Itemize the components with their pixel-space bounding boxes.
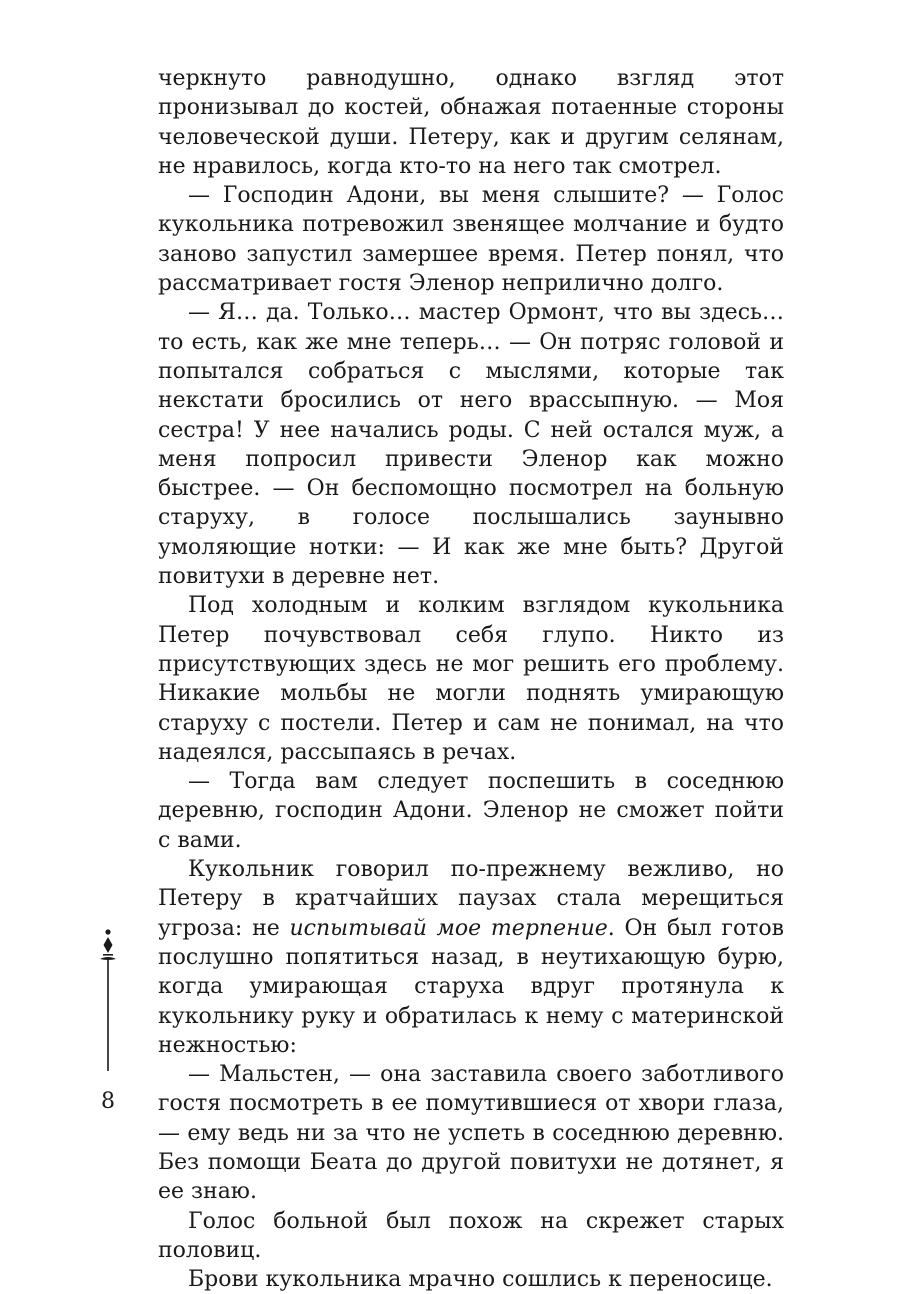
paragraph-5: — Тогда вам следует поспешить в соседнюю деревню, господин Адони. Эленор не сможет пойти с вами. bbox=[158, 769, 784, 853]
paragraph-6-end: . Он был готов послушно попятиться назад, в неутихающую бурю, когда умирающая старуха вдруг протянула к кукольнику руку и обратилась к нему с материнской нежностью: bbox=[158, 915, 784, 1058]
paragraph-4: Под холодным и колким взглядом кукольника Петер почувствовал себя глупо. Никто из присутствующих здесь не мог решить его проблему. Никакие мольбы не могли поднять умирающую старуху с постели. Петер и сам не понимал, на что надеялся, рассыпаясь в речах. bbox=[158, 593, 784, 765]
paragraph-2: — Господин Адони, вы меня слышите? — Голос кукольника потревожил звенящее молчание и будто заново запустил замершее время. Петер понял, что рассматривает гостя Эленор неприлично долго. bbox=[158, 183, 784, 297]
paragraph-6-start: Кукольник говорил по-прежнему вежливо, но Петеру в кратчайших паузах стала мерещиться угроза: не bbox=[158, 857, 784, 941]
paragraph-8: Голос больной был похож на скрежет старых половиц. bbox=[158, 1208, 784, 1263]
paragraph-7: — Мальстен, — она заставила своего заботливого гостя посмотреть в ее помутившиеся от хвори глаза, — ему ведь ни за что не успеть в соседнюю деревню. Без помощи Беата до другой повитухи не дотянет, я ее знаю. bbox=[158, 1062, 784, 1205]
paragraph-6-italic: испытывай мое терпение bbox=[289, 915, 608, 941]
paragraph-9: Брови кукольника мрачно сошлись к переносице. bbox=[188, 1267, 773, 1293]
decorative-ornament-icon bbox=[96, 928, 120, 1073]
paragraph-6 bbox=[158, 855, 784, 1060]
page-number: 8 bbox=[101, 1089, 115, 1114]
paragraph-1: черкнуто равнодушно, однако взгляд этот пронизывал до костей, обнажая потаенные стороны человеческой души. Петеру, как и другим селянам, не нравилось, когда кто-то на него так смотрел. bbox=[158, 66, 784, 179]
page-text bbox=[158, 64, 784, 1294]
paragraph-3: — Я… да. Только… мастер Ормонт, что вы здесь… то есть, как же мне теперь… — Он потряс головой и попытался собраться с мыслями, которые так некстати бросились от него врассыпную. — Моя сестра! У нее начались роды. С ней остался муж, а меня попросил привести Эленор как можно быстрее. — Он беспомощно посмотрел на больную старуху, в голосе послышались заунывно умоляющие нотки: — И как же мне быть? Другой повитухи в деревне нет. bbox=[158, 300, 784, 590]
